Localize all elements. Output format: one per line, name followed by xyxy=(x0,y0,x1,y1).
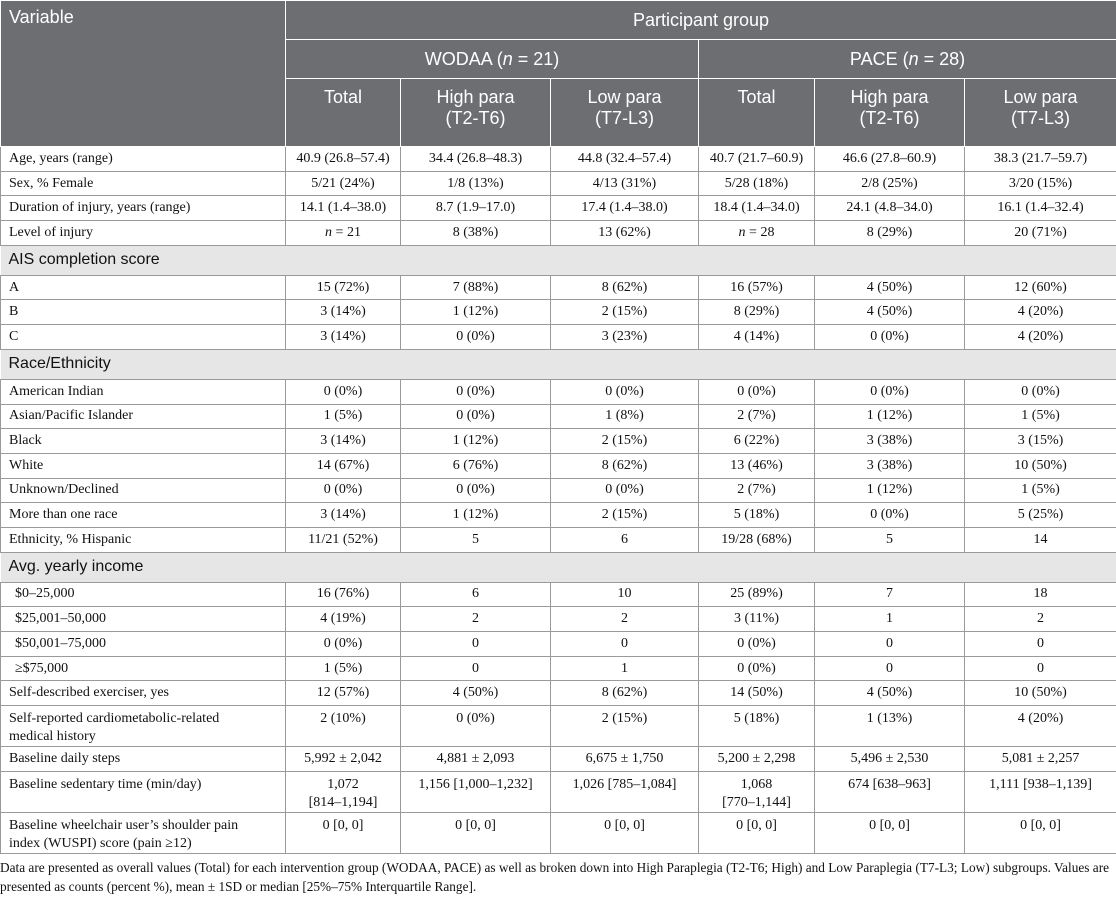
table-cell: 1 (12%) xyxy=(401,429,551,454)
table-cell: 2 xyxy=(965,607,1116,632)
table-cell: 0 (0%) xyxy=(286,632,401,657)
table-cell: 1 (12%) xyxy=(815,478,965,503)
table-row xyxy=(1,453,1116,478)
table-cell: 1 xyxy=(815,607,965,632)
table-cell: 13 (46%) xyxy=(699,453,815,478)
table-cell: 5/21 (24%) xyxy=(286,171,401,196)
row-label: Level of injury xyxy=(1,221,286,246)
table-cell: 0 (0%) xyxy=(551,379,699,404)
row-label: Baseline wheelchair user’s shoulder pain index (WUSPI) score (pain ≥12) xyxy=(1,812,286,853)
table-row xyxy=(1,747,1116,772)
table-cell: 18 xyxy=(965,582,1116,607)
section-header-income xyxy=(1,552,1116,582)
table-cell: 1,111 [938–1,139] xyxy=(965,771,1116,812)
subheader-pace-high: High para (T2-T6) xyxy=(815,79,965,147)
table-cell: 0 xyxy=(401,632,551,657)
table-row xyxy=(1,527,1116,552)
table-row xyxy=(1,275,1116,300)
table-cell: 6 xyxy=(551,527,699,552)
row-label: $25,001–50,000 xyxy=(1,607,286,632)
table-cell: 0 (0%) xyxy=(401,706,551,747)
table-cell: 5,081 ± 2,257 xyxy=(965,747,1116,772)
table-cell: 1 (12%) xyxy=(401,300,551,325)
table-row xyxy=(1,196,1116,221)
section-title: Race/Ethnicity xyxy=(1,349,1116,379)
table-cell: 1 xyxy=(551,656,699,681)
table-cell: 0 (0%) xyxy=(401,404,551,429)
table-cell: 14.1 (1.4–38.0) xyxy=(286,196,401,221)
row-label: Unknown/Declined xyxy=(1,478,286,503)
table-row xyxy=(1,706,1116,747)
table-cell: 3 (38%) xyxy=(815,429,965,454)
table-cell: 1,156 [1,000–1,232] xyxy=(401,771,551,812)
table-cell: 4 (14%) xyxy=(699,325,815,350)
table-cell: 1 (5%) xyxy=(965,404,1116,429)
table-cell: 3 (14%) xyxy=(286,325,401,350)
row-label: C xyxy=(1,325,286,350)
table-cell: 0 (0%) xyxy=(815,379,965,404)
table-cell: 1/8 (13%) xyxy=(401,171,551,196)
table-cell: 4 (50%) xyxy=(401,681,551,706)
subheader-wodaa-high: High para (T2-T6) xyxy=(401,79,551,147)
row-label: Baseline daily steps xyxy=(1,747,286,772)
table-cell: 5 xyxy=(815,527,965,552)
group-header-pace: PACE (n = 28) xyxy=(699,40,1116,79)
table-cell: 3 (15%) xyxy=(965,429,1116,454)
table-footnote: Data are presented as overall values (Total) for each intervention group (WODAA, PACE) as well as broken down into High Paraplegia (T2-T6; High) and Low Paraplegia (T7-L3; Low) subgroups. Values are presented as counts (percent %), mean ± 1SD or median [25%–75% Interquartile Range]. xyxy=(0,859,1110,894)
table-cell: 25 (89%) xyxy=(699,582,815,607)
table-cell: 5,200 ± 2,298 xyxy=(699,747,815,772)
table-cell: 38.3 (21.7–59.7) xyxy=(965,147,1116,172)
table-cell: 2 xyxy=(551,607,699,632)
table-cell: 2 (10%) xyxy=(286,706,401,747)
table-cell: 3 (11%) xyxy=(699,607,815,632)
table-cell: 5 (25%) xyxy=(965,503,1116,528)
table-cell: 2 (7%) xyxy=(699,404,815,429)
table-cell: 3/20 (15%) xyxy=(965,171,1116,196)
table-cell: 0 (0%) xyxy=(965,379,1116,404)
subheader-wodaa-total: Total xyxy=(286,79,401,147)
table-cell: 8 (38%) xyxy=(401,221,551,246)
subheader-pace-low: Low para (T7-L3) xyxy=(965,79,1116,147)
row-label: Baseline sedentary time (min/day) xyxy=(1,771,286,812)
row-label: Duration of injury, years (range) xyxy=(1,196,286,221)
table-cell: 2 (15%) xyxy=(551,503,699,528)
table-cell: 3 (14%) xyxy=(286,503,401,528)
section-title: AIS completion score xyxy=(1,245,1116,275)
table-cell: 0 xyxy=(815,656,965,681)
n-label: n xyxy=(738,224,746,240)
table-cell: 4 (20%) xyxy=(965,706,1116,747)
table-cell: 0 (0%) xyxy=(699,656,815,681)
table-cell: 0 (0%) xyxy=(286,478,401,503)
table-cell: 1 (12%) xyxy=(401,503,551,528)
table-cell: 18.4 (1.4–34.0) xyxy=(699,196,815,221)
table-cell: 0 (0%) xyxy=(286,379,401,404)
n-value: = 28 xyxy=(745,224,775,240)
table-cell: 12 (57%) xyxy=(286,681,401,706)
table-row xyxy=(1,221,1116,246)
table-cell: 4 (50%) xyxy=(815,275,965,300)
table-cell: 0 xyxy=(551,632,699,657)
table-cell: 5 (18%) xyxy=(699,503,815,528)
row-label: More than one race xyxy=(1,503,286,528)
table-row xyxy=(1,632,1116,657)
table-row xyxy=(1,582,1116,607)
table-cell: 674 [638–963] xyxy=(815,771,965,812)
table-cell: 24.1 (4.8–34.0) xyxy=(815,196,965,221)
table-cell: 4 (20%) xyxy=(965,325,1116,350)
table-cell: 8 (29%) xyxy=(699,300,815,325)
table-cell: 0 [0, 0] xyxy=(286,812,401,853)
table-cell: 2 (7%) xyxy=(699,478,815,503)
row-label: A xyxy=(1,275,286,300)
table-cell: 1 (5%) xyxy=(965,478,1116,503)
table-row xyxy=(1,607,1116,632)
table-cell: 19/28 (68%) xyxy=(699,527,815,552)
variable-header: Variable xyxy=(1,1,286,147)
row-label: $0–25,000 xyxy=(1,582,286,607)
table-cell: 2/8 (25%) xyxy=(815,171,965,196)
table-cell: 20 (71%) xyxy=(965,221,1116,246)
table-cell xyxy=(286,221,401,246)
table-cell: 0 (0%) xyxy=(699,379,815,404)
section-header-race xyxy=(1,349,1116,379)
table-cell: 11/21 (52%) xyxy=(286,527,401,552)
table-cell: 15 (72%) xyxy=(286,275,401,300)
table-row xyxy=(1,171,1116,196)
row-label: ≥$75,000 xyxy=(1,656,286,681)
table-cell: 0 (0%) xyxy=(815,325,965,350)
table-cell: 6 xyxy=(401,582,551,607)
table-cell: 1 (5%) xyxy=(286,656,401,681)
table-cell: 0 xyxy=(965,656,1116,681)
table-cell: 0 [0, 0] xyxy=(401,812,551,853)
table-cell: 0 [0, 0] xyxy=(965,812,1116,853)
table-row xyxy=(1,478,1116,503)
table-cell: 4 (20%) xyxy=(965,300,1116,325)
table-row xyxy=(1,300,1116,325)
table-cell: 2 (15%) xyxy=(551,706,699,747)
section-title: Avg. yearly income xyxy=(1,552,1116,582)
table-row xyxy=(1,656,1116,681)
row-label: Black xyxy=(1,429,286,454)
table-row xyxy=(1,681,1116,706)
table-cell: 0 xyxy=(815,632,965,657)
table-cell: 2 (15%) xyxy=(551,300,699,325)
table-row xyxy=(1,325,1116,350)
table-cell: 1,068 [770–1,144] xyxy=(699,771,815,812)
table-cell: 0 xyxy=(965,632,1116,657)
table-cell: 13 (62%) xyxy=(551,221,699,246)
table-cell: 0 (0%) xyxy=(401,325,551,350)
table-cell: 1,026 [785–1,084] xyxy=(551,771,699,812)
table-cell: 1 (8%) xyxy=(551,404,699,429)
table-cell: 2 (15%) xyxy=(551,429,699,454)
row-label: White xyxy=(1,453,286,478)
table-cell: 0 xyxy=(401,656,551,681)
table-row xyxy=(1,147,1116,172)
table-cell: 16.1 (1.4–32.4) xyxy=(965,196,1116,221)
table-cell: 5,496 ± 2,530 xyxy=(815,747,965,772)
row-label: Ethnicity, % Hispanic xyxy=(1,527,286,552)
table-cell: 4 (50%) xyxy=(815,300,965,325)
table-cell: 3 (38%) xyxy=(815,453,965,478)
table-cell: 14 xyxy=(965,527,1116,552)
table-row xyxy=(1,404,1116,429)
table-cell: 40.9 (26.8–57.4) xyxy=(286,147,401,172)
table-cell: 8 (62%) xyxy=(551,453,699,478)
table-cell: 14 (50%) xyxy=(699,681,815,706)
table-cell: 17.4 (1.4–38.0) xyxy=(551,196,699,221)
table-row xyxy=(1,771,1116,812)
table-cell: 5 xyxy=(401,527,551,552)
table-cell: 8.7 (1.9–17.0) xyxy=(401,196,551,221)
table-cell: 0 (0%) xyxy=(401,379,551,404)
table-cell: 10 (50%) xyxy=(965,681,1116,706)
row-label: Self-described exerciser, yes xyxy=(1,681,286,706)
table-cell: 44.8 (32.4–57.4) xyxy=(551,147,699,172)
row-label: Age, years (range) xyxy=(1,147,286,172)
table-cell: 6 (76%) xyxy=(401,453,551,478)
table-cell: 2 xyxy=(401,607,551,632)
table-cell: 8 (62%) xyxy=(551,681,699,706)
participant-group-header: Participant group xyxy=(286,1,1116,40)
table-cell: 1 (12%) xyxy=(815,404,965,429)
table-cell: 5/28 (18%) xyxy=(699,171,815,196)
table-cell: 1 (5%) xyxy=(286,404,401,429)
row-label: B xyxy=(1,300,286,325)
section-header-ais xyxy=(1,245,1116,275)
table-cell: 7 (88%) xyxy=(401,275,551,300)
table-cell: 0 [0, 0] xyxy=(815,812,965,853)
table-row xyxy=(1,503,1116,528)
table-cell: 34.4 (26.8–48.3) xyxy=(401,147,551,172)
table-cell: 0 (0%) xyxy=(815,503,965,528)
table-row xyxy=(1,812,1116,853)
table-cell: 14 (67%) xyxy=(286,453,401,478)
row-label: American Indian xyxy=(1,379,286,404)
row-label: Self-reported cardiometabolic-related medical history xyxy=(1,706,286,747)
table-cell: 10 (50%) xyxy=(965,453,1116,478)
subheader-pace-total: Total xyxy=(699,79,815,147)
table-cell: 5 (18%) xyxy=(699,706,815,747)
subheader-wodaa-low: Low para (T7-L3) xyxy=(551,79,699,147)
table-cell: 0 [0, 0] xyxy=(699,812,815,853)
row-label: Asian/Pacific Islander xyxy=(1,404,286,429)
table-row xyxy=(1,429,1116,454)
table-cell: 46.6 (27.8–60.9) xyxy=(815,147,965,172)
table-row xyxy=(1,379,1116,404)
table-cell: 0 [0, 0] xyxy=(551,812,699,853)
table-cell: 4 (50%) xyxy=(815,681,965,706)
table-cell: 0 (0%) xyxy=(551,478,699,503)
table-cell: 3 (23%) xyxy=(551,325,699,350)
table-cell: 40.7 (21.7–60.9) xyxy=(699,147,815,172)
table-body xyxy=(1,147,1116,854)
table-cell: 12 (60%) xyxy=(965,275,1116,300)
table-cell: 8 (29%) xyxy=(815,221,965,246)
table-cell: 5,992 ± 2,042 xyxy=(286,747,401,772)
group-header-wodaa: WODAA (n = 21) xyxy=(286,40,699,79)
table-cell: 6,675 ± 1,750 xyxy=(551,747,699,772)
table-cell: 8 (62%) xyxy=(551,275,699,300)
table-cell: 16 (76%) xyxy=(286,582,401,607)
table-cell: 3 (14%) xyxy=(286,429,401,454)
table-cell: 6 (22%) xyxy=(699,429,815,454)
table-cell: 4,881 ± 2,093 xyxy=(401,747,551,772)
table-cell: 16 (57%) xyxy=(699,275,815,300)
table-cell: 7 xyxy=(815,582,965,607)
row-label: Sex, % Female xyxy=(1,171,286,196)
n-value: = 21 xyxy=(332,224,361,240)
table-cell: 1 (13%) xyxy=(815,706,965,747)
table-cell: 0 (0%) xyxy=(401,478,551,503)
table-cell: 10 xyxy=(551,582,699,607)
table-cell: 4 (19%) xyxy=(286,607,401,632)
table-cell xyxy=(699,221,815,246)
table-cell: 3 (14%) xyxy=(286,300,401,325)
table-cell: 1,072 [814–1,194] xyxy=(286,771,401,812)
table-cell: 0 (0%) xyxy=(699,632,815,657)
n-label: n xyxy=(325,224,333,240)
row-label: $50,001–75,000 xyxy=(1,632,286,657)
table-cell: 4/13 (31%) xyxy=(551,171,699,196)
